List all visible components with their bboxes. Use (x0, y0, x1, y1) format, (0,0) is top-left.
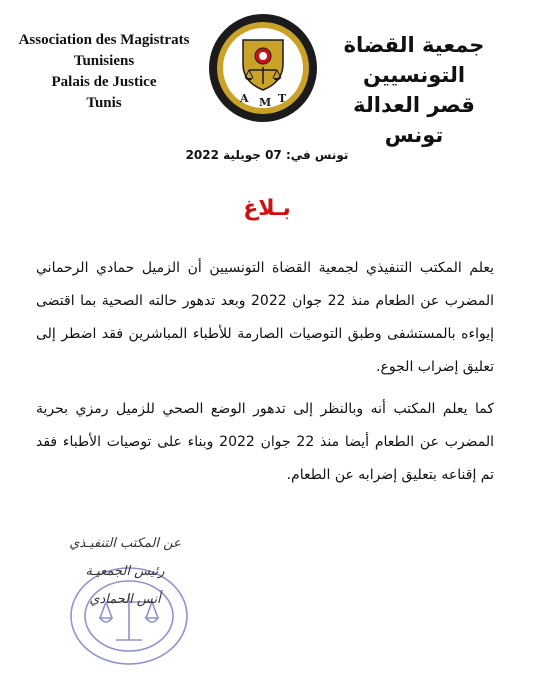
logo-letter-m: M (259, 96, 272, 109)
association-logo (207, 12, 319, 124)
header-french-line-1: Association des Magistrats (18, 32, 190, 48)
document-title: بـلاغ (243, 196, 291, 221)
logo-letter-t: T (278, 92, 287, 105)
signature-line-3: أنس الحمادي (89, 592, 161, 607)
header-french-line-3: Palais de Justice (51, 74, 157, 90)
body-paragraph-2: كما يعلم المكتب أنه وبالنظر إلى تدهور الوضع الصحي للزميل رمزي بحرية المضرب عن الطعام أيضا منذ 22 جوان 2022 وبناء على توصيات الأطباء فقد تم إقناعه بتعليق إضرابه عن الطعام. (36, 401, 494, 483)
header-french-line-2: Tunisiens (73, 53, 135, 69)
header-french (14, 30, 194, 114)
header-arabic-line-2: قصر العدالة (353, 93, 475, 117)
header-french-line-4: Tunis (86, 95, 122, 111)
signature-line-2: رئيس الجمعيـة (85, 564, 165, 579)
signature-block (40, 530, 210, 614)
signature-line-1: عن المكتب التنفيـذي (69, 536, 181, 551)
header-arabic (324, 30, 504, 150)
header-arabic-line-3: تونس (384, 123, 444, 147)
document-date: تونس في: 07 جويلية 2022 (185, 148, 349, 162)
header-arabic-line-1: جمعية القضاة التونسيين (343, 33, 485, 87)
logo-letter-a: A (240, 92, 249, 105)
body-paragraph-1: يعلم المكتب التنفيذي لجمعية القضاة التونسيين أن الزميل حمادي الرحماني المضرب عن الطعام منذ 22 جوان 2022 وبعد تدهور حالته الصحية بما اقتضى إيواءه بالمستشفى وطبق التوصيات الصارمة للأطباء المباشرين فقد اضطر إلى تعليق إضراب الجوع. (36, 260, 494, 375)
